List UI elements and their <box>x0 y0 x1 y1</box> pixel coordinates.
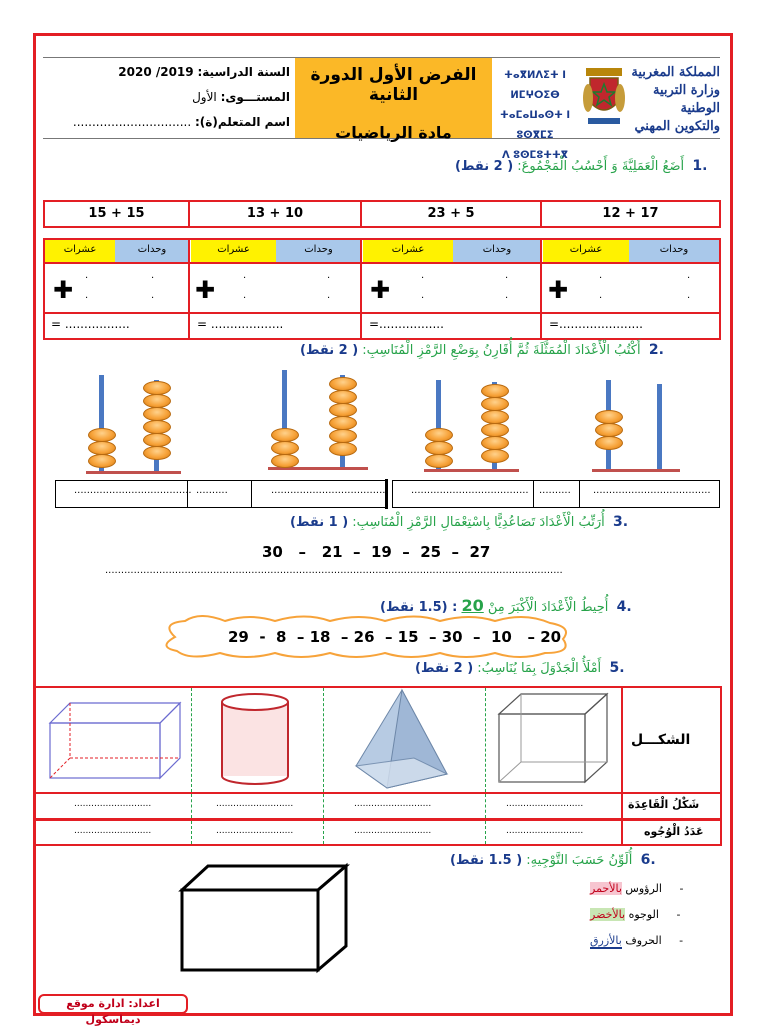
result-field[interactable]: = ................. <box>51 317 130 331</box>
student-name-field[interactable]: ............................... <box>72 115 192 129</box>
q6-item-edges <box>590 934 683 947</box>
dot: . <box>85 270 89 281</box>
dot: . <box>505 290 509 301</box>
result-field[interactable]: =................. <box>369 317 444 331</box>
abacus-base <box>592 469 680 472</box>
tifinagh-line: ⵜⴰⵎⴰⵡⴰⵙⵜ ⵏ ⵓⵙⴳⵎⵉ <box>499 110 571 141</box>
cell-divider <box>323 794 324 818</box>
operation-text: 23 + 5 <box>427 206 475 221</box>
bead <box>481 436 509 450</box>
dot: . <box>327 270 331 281</box>
bead <box>329 442 357 456</box>
q1-points: ( 2 نقط) <box>455 159 514 174</box>
q2-answer-box-right[interactable] <box>392 480 720 508</box>
author-credit-text: اعداد: ادارة موقع ديماسكول <box>66 997 160 1026</box>
answer-dots: ..................................... <box>411 485 529 496</box>
cell-divider <box>621 821 623 844</box>
vertices-label: الرؤوس <box>625 882 662 895</box>
cell-divider <box>45 240 190 262</box>
base-row-label: شَكْلُ الْقَاعِدَة <box>628 798 700 811</box>
q6-item-faces <box>590 908 680 921</box>
operation-text: 13 + 10 <box>246 206 304 221</box>
bead <box>481 384 509 398</box>
abacus-base <box>86 471 181 474</box>
tifinagh-line: ⴷ ⵓⵙⵎⵓⵜⵜⴳ <box>501 150 569 161</box>
q1-work-area[interactable] <box>43 264 721 314</box>
bead <box>88 454 116 468</box>
box-divider <box>385 479 388 509</box>
units-label: وحدات <box>276 240 361 262</box>
cell-divider <box>191 794 192 818</box>
bead <box>425 428 453 442</box>
bead <box>595 410 623 424</box>
q5-faces-row <box>34 820 722 846</box>
base-answer-field[interactable]: ........................... <box>354 799 432 809</box>
author-credit <box>38 994 188 1026</box>
q5-number: .5 <box>609 660 625 676</box>
dot: . <box>687 270 691 281</box>
tifinagh-text <box>495 66 575 166</box>
op-cell <box>190 202 362 226</box>
base-answer-field[interactable]: ........................... <box>216 799 294 809</box>
bead <box>271 441 299 455</box>
operation-text: 12 + 17 <box>602 206 659 221</box>
faces-label: الوجوه <box>628 908 659 921</box>
q4-title <box>380 596 632 615</box>
q1-number: .1 <box>692 158 708 174</box>
cylinder-icon <box>218 692 294 788</box>
cell-divider <box>323 821 324 844</box>
pyramid-icon <box>352 688 452 792</box>
bead <box>595 436 623 450</box>
q1-results-row <box>43 314 721 340</box>
bead <box>143 446 171 460</box>
cell-divider <box>323 688 324 792</box>
bead <box>143 394 171 408</box>
cell-divider <box>191 821 192 844</box>
green-color-word: بالأخضر <box>590 908 626 921</box>
abacus-base <box>424 469 519 472</box>
q3-points: ( 1 نقط) <box>290 515 349 530</box>
cell-divider <box>362 240 542 262</box>
plus-icon: ✚ <box>53 276 74 304</box>
red-color-word: بالأحمر <box>590 882 622 895</box>
list-dash: - <box>679 934 684 947</box>
dot: . <box>85 290 89 301</box>
q6-number: .6 <box>640 852 656 868</box>
result-field[interactable]: = ................... <box>197 317 284 331</box>
units-label: وحدات <box>115 240 189 262</box>
bead <box>329 403 357 417</box>
cell-divider <box>485 688 486 792</box>
q2-number: .2 <box>648 342 664 358</box>
q4-value: 20 <box>461 596 484 615</box>
edges-label: الحروف <box>625 934 662 947</box>
school-year-row: السنة الدراسية: 2019/ 2020 <box>118 65 290 79</box>
list-dash: - <box>676 908 681 921</box>
faces-answer-field[interactable]: ........................... <box>216 826 294 836</box>
dot: . <box>243 270 247 281</box>
base-answer-field[interactable]: ........................... <box>506 799 584 809</box>
dot: . <box>599 290 603 301</box>
box-divider <box>579 481 580 507</box>
faces-answer-field[interactable]: ........................... <box>354 826 432 836</box>
q6-points: ( 1.5 نقط) <box>450 853 523 868</box>
answer-dots: ..................................... <box>74 485 192 496</box>
bead <box>425 441 453 455</box>
op-cell <box>45 202 190 226</box>
tens-label: عشرات <box>45 240 115 262</box>
cell-divider <box>621 794 623 818</box>
cell-divider <box>485 821 486 844</box>
dot: . <box>151 270 155 281</box>
answer-dots: ..................................... <box>593 485 711 496</box>
ministry-line: وزارة التربية الوطنية <box>653 83 720 116</box>
bead <box>143 433 171 447</box>
plus-icon: ✚ <box>548 276 569 304</box>
bead <box>329 416 357 430</box>
ministry-line: والتكوين المهني <box>634 119 720 134</box>
q1-title <box>455 158 707 174</box>
operation-text: 15 + 15 <box>88 206 145 221</box>
tifinagh-line: ⵜⴰⴳⵍⴷⵉⵜ ⵏ ⵍⵎⵖⵔⵉⴱ <box>504 70 566 101</box>
rectangular-prism-icon <box>45 698 185 786</box>
bead <box>481 449 509 463</box>
q6-title <box>450 852 656 868</box>
bead <box>595 423 623 437</box>
cell-divider <box>621 688 623 792</box>
q4-points: : (1.5 نقط) <box>380 600 458 615</box>
coat-of-arms-icon <box>582 62 626 130</box>
bead <box>271 454 299 468</box>
op-cell <box>542 202 719 226</box>
bead <box>88 441 116 455</box>
q5-points: ( 2 نقط) <box>415 661 474 676</box>
box-to-color-icon[interactable] <box>178 862 350 974</box>
dot: . <box>327 290 331 301</box>
answer-dots: .......... <box>539 485 571 496</box>
units-label: وحدات <box>629 240 719 262</box>
cube-icon <box>497 692 609 784</box>
bead <box>271 428 299 442</box>
dot: . <box>421 270 425 281</box>
q2-title <box>300 342 664 358</box>
q6-item-vertices <box>590 882 683 895</box>
tens-label: عشرات <box>191 240 276 262</box>
bead <box>425 454 453 468</box>
dot: . <box>421 290 425 301</box>
answer-dots: .......... <box>196 485 228 496</box>
ministry-line: المملكة المغربية <box>631 65 720 80</box>
q3-text: أُرَتِّبُ الْأَعْدَادَ تَصَاعُدِيًّا بِاسْتِعْمَالِ الرَّمْزِ الْمُنَاسِبِ: <box>352 515 605 530</box>
plus-icon: ✚ <box>370 276 391 304</box>
cell-divider <box>191 688 192 792</box>
q5-base-row <box>34 794 722 820</box>
cell-divider <box>190 240 362 262</box>
blue-color-word: بالأزرق <box>590 934 622 947</box>
exam-title-box <box>295 58 492 142</box>
level-row: المستـــوى: الأول <box>192 90 290 104</box>
q3-answer-line[interactable]: ................................................................................................................................................ <box>105 565 563 576</box>
q6-text: أُلَوِّنُ حَسَبَ التَّوْجِيهِ: <box>526 853 633 868</box>
q5-title <box>415 660 625 676</box>
answer-dots: ..................................... <box>271 485 389 496</box>
q1-operations-row <box>43 200 721 228</box>
bead <box>481 423 509 437</box>
cell-divider <box>190 264 362 312</box>
bead <box>143 407 171 421</box>
tens-label: عشرات <box>543 240 629 262</box>
q2-points: ( 2 نقط) <box>300 343 359 358</box>
q3-numbers: 30 – 21 – 19 – 25 – 27 <box>262 543 491 561</box>
dot: . <box>243 290 247 301</box>
q5-text: أَمْلَأُ الْجَدْوَلَ بِمَا يُنَاسِبُ: <box>477 661 602 676</box>
units-label: وحدات <box>453 240 541 262</box>
q1-text: أَضَعُ الْعَمَلِيَّةَ وَ أَحْسُبُ الْمَجْمُوعَ: <box>517 159 685 174</box>
dot: . <box>687 290 691 301</box>
q3-title <box>290 514 628 530</box>
op-cell <box>362 202 542 226</box>
faces-row-label: عَدَدُ الْوُجُوه <box>644 825 704 838</box>
dot: . <box>599 270 603 281</box>
box-divider <box>533 481 534 507</box>
bead <box>481 397 509 411</box>
bead <box>329 390 357 404</box>
subject-title: مادة الرياضيات <box>335 123 452 142</box>
list-dash: - <box>679 882 684 895</box>
q4-number: .4 <box>616 599 632 615</box>
bead <box>481 410 509 424</box>
q4-text: أُحِيطُ الْأَعْدَادَ الْأَكْبَرَ مِنْ <box>487 600 609 615</box>
abacus-rod <box>657 384 662 470</box>
q2-answer-box-left[interactable] <box>55 480 388 508</box>
dot: . <box>505 270 509 281</box>
shape-row-label: الشكـــل <box>631 732 691 748</box>
student-name-row: اسم المتعلم(ة): ............................... <box>72 115 290 129</box>
header-info <box>60 60 290 136</box>
q4-numbers: 29 - 8 – 18 – 26 – 15 – 30 – 10 – 20 <box>228 628 562 646</box>
tens-label: عشرات <box>363 240 453 262</box>
box-divider <box>251 481 252 507</box>
bead <box>143 381 171 395</box>
bead <box>88 428 116 442</box>
result-field[interactable]: =...................... <box>549 317 643 331</box>
bead <box>329 377 357 391</box>
dot: . <box>151 290 155 301</box>
base-answer-field[interactable]: ........................... <box>74 799 152 809</box>
ministry-text <box>628 64 720 136</box>
q3-number: .3 <box>613 514 629 530</box>
bead <box>143 420 171 434</box>
bead <box>329 429 357 443</box>
exam-title: الفرض الأول الدورة الثانية <box>310 65 477 105</box>
q1-place-value-header <box>43 238 721 264</box>
q2-text: أَكْتُبُ الْأَعْدَادَ الْمُمَثَّلَةَ ثُمَّ أُقَارِنُ بِوَضْعِ الرَّمْزِ الْمُنَاسِبِ: <box>362 343 641 358</box>
faces-answer-field[interactable]: ........................... <box>506 826 584 836</box>
plus-icon: ✚ <box>195 276 216 304</box>
faces-answer-field[interactable]: ........................... <box>74 826 152 836</box>
cell-divider <box>485 794 486 818</box>
